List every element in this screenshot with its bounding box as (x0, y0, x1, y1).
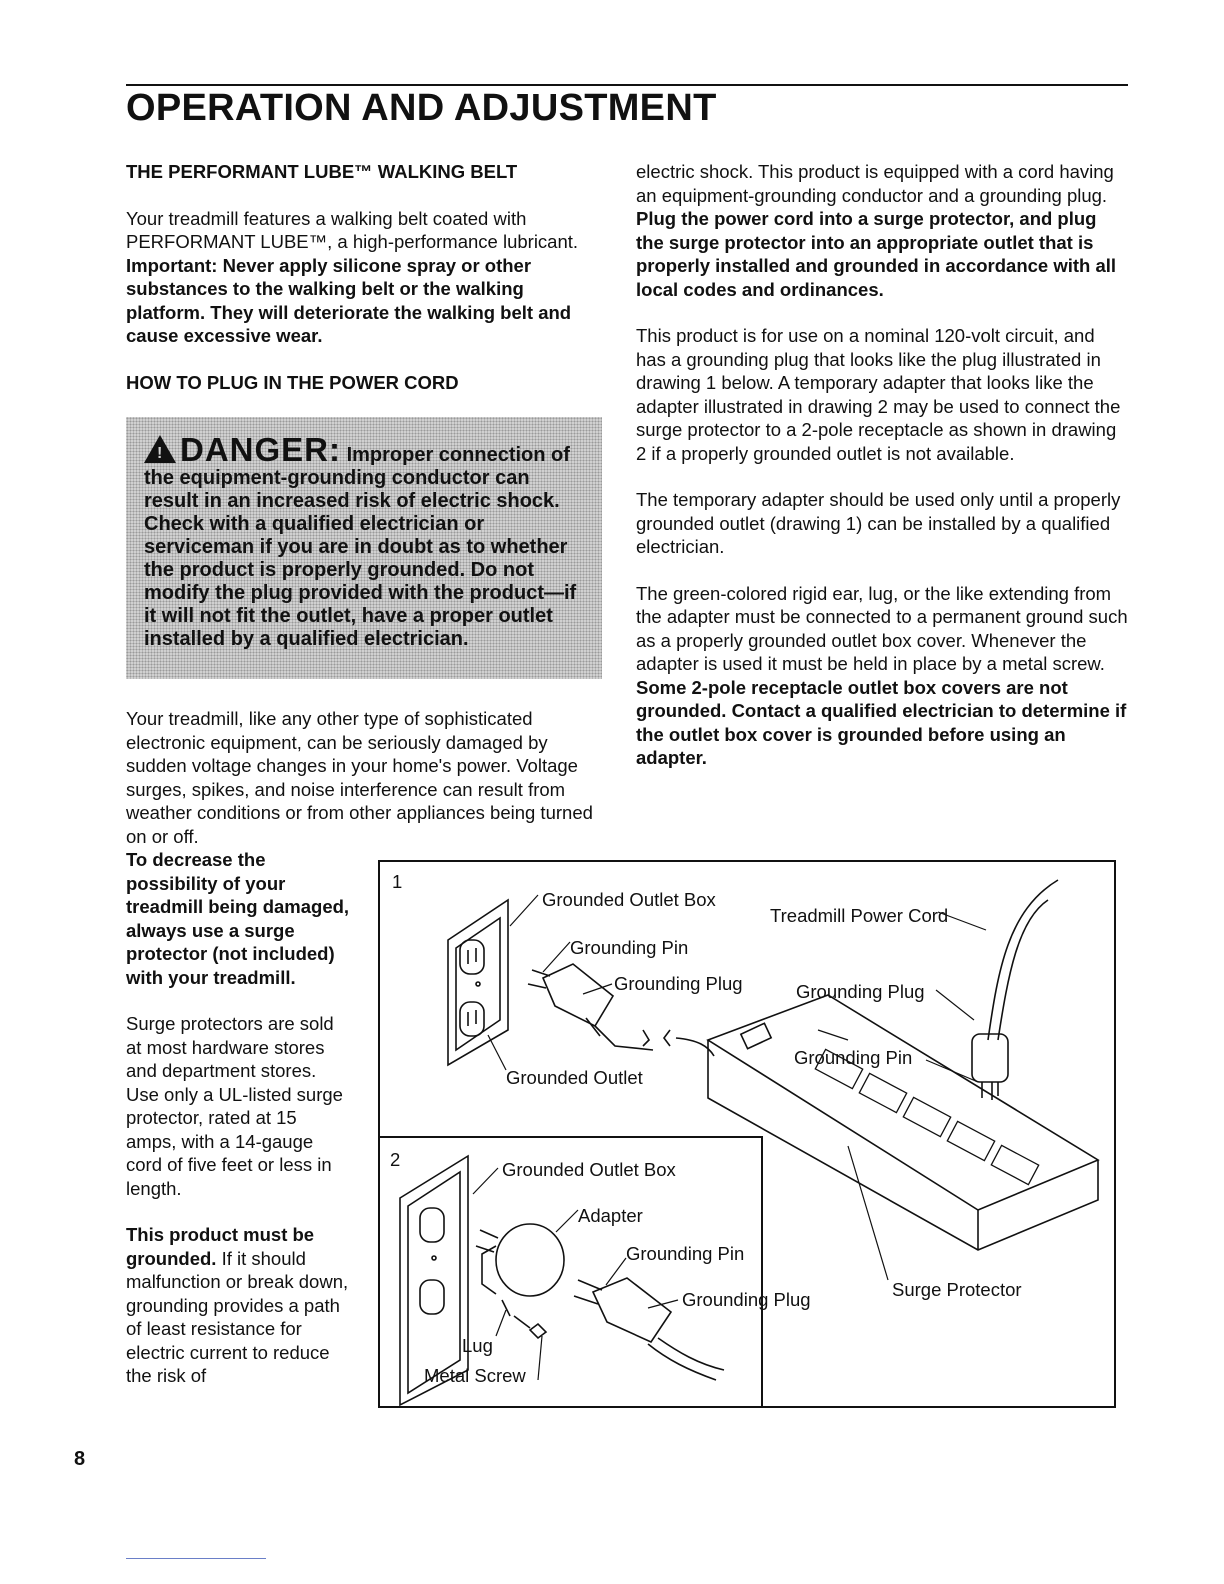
label-lug: Lug (462, 1335, 493, 1356)
drawing-1-number: 1 (392, 871, 403, 892)
label-grounding-pin-2: Grounding Pin (626, 1243, 745, 1264)
danger-box (126, 417, 602, 679)
adapter-icon (476, 1224, 564, 1316)
ear-warning: Some 2-pole receptacle outlet box covers are not grounded. Contact a qualified electrician to determine if the outlet box cover is grounded before using an adapter. (636, 676, 1127, 768)
footer-rule (126, 1558, 266, 1559)
label-grounding-plug-1: Grounding Plug (614, 973, 743, 994)
diagram-lines (378, 860, 1116, 1408)
label-grounding-plug-cord: Grounding Plug (796, 981, 925, 1002)
power-cord-icon (972, 880, 1058, 1100)
label-surge-protector: Surge Protector (892, 1279, 1022, 1300)
danger-text: Improper connection of the equipment-grounding conductor can result in an increased risk of electric shock. Check with a qualified electrician or serviceman if you are in doubt as to whether the product is properly grounded. Do not modify the plug provided with the product—if it will not fit the outlet, have a proper outlet installed by a qualified electrician. (144, 444, 577, 650)
drawing-2-number: 2 (390, 1149, 401, 1170)
circuit-paragraph: This product is for use on a nominal 120-volt circuit, and has a grounding plug that looks like the plug illustrated in drawing 1 below. A temporary adapter that looks like the adapter illustrated in drawing 2 may be used to connect the surge protector to a 2-pole receptacle as shown in drawing 2 if a properly grounded outlet is not available. (636, 325, 1121, 464)
left-column (126, 160, 606, 871)
lube-text: Your treadmill features a walking belt coated with PERFORMANT LUBE™, a high-performance lubricant. (126, 207, 579, 252)
label-grounded-outlet-box-2: Grounded Outlet Box (502, 1159, 676, 1180)
label-adapter: Adapter (578, 1205, 643, 1226)
label-grounding-pin-1: Grounding Pin (570, 937, 689, 958)
page-number: 8 (74, 1448, 86, 1470)
surge-paragraph: Your treadmill, like any other type of sophisticated electronic equipment, can be seriously damaged by sudden voltage changes in your home's power. Voltage surges, spikes, and noise interference can result from weather conditions or from other appliances being turned on or off. (126, 708, 593, 847)
lube-warning: Important: Never apply silicone spray or other substances to the walking belt or the walking platform. They will deteriorate the walking belt and cause excessive wear. (126, 254, 572, 346)
label-grounded-outlet: Grounded Outlet (506, 1067, 643, 1088)
screw-icon (514, 1316, 546, 1338)
grounding-paragraph (126, 1223, 352, 1388)
label-grounding-plug-2: Grounding Plug (682, 1289, 811, 1310)
right-column (636, 160, 1128, 793)
surge-protector-icon (708, 995, 1098, 1250)
label-treadmill-power-cord: Treadmill Power Cord (770, 905, 949, 926)
surge-protector-paragraph: Surge protectors are sold at most hardware stores and department stores. Use only a UL-listed surge protector, rated at 15 amps, with a 14-gauge cord of five feet or less in length. (126, 1013, 343, 1199)
danger-label: DANGER: (180, 431, 341, 468)
cord-text: electric shock. This product is equipped with a cord having an equipment-grounding conductor and a grounding plug. (636, 161, 1114, 206)
cord-paragraph (636, 160, 1128, 301)
adapter-paragraph: The temporary adapter should be used only until a properly grounded outlet (drawing 1) can be installed by a qualified electrician. (636, 489, 1121, 557)
ear-text: The green-colored rigid ear, lug, or the like extending from the adapter must be connected to a permanent ground such as a properly grounded outlet box cover. Whenever the adapter is used it must be held in place by a metal screw. (636, 582, 1128, 674)
page-title: OPERATION AND ADJUSTMENT (126, 87, 717, 129)
lube-heading: THE PERFORMANT LUBE™ WALKING BELT (126, 161, 518, 182)
outlet-1-icon (448, 900, 508, 1065)
plug-diagram (378, 860, 1116, 1408)
grounded-warning: This product must be grounded. (126, 1224, 315, 1269)
warning-icon: ! (144, 435, 176, 463)
label-grounded-outlet-box-1: Grounded Outlet Box (542, 889, 716, 910)
label-metal-screw: Metal Screw (424, 1365, 526, 1386)
narrow-column (126, 848, 352, 1411)
grounded-text: If it should malfunction or break down, grounding provides a path of least resistance for electric current to reduce the risk of (126, 1247, 349, 1386)
cord-warning: Plug the power cord into a surge protector, and plug the surge protector into an appropriate outlet that is properly installed and grounded in accordance with all local codes and ordinances. (636, 208, 1117, 300)
label-grounding-pin-cord: Grounding Pin (794, 1047, 913, 1068)
plug-heading: HOW TO PLUG IN THE POWER CORD (126, 371, 459, 393)
lube-paragraph (126, 207, 606, 348)
decrease-warning: To decrease the possibility of your treadmill being damaged, always use a surge protector (not included) with your treadmill. (126, 849, 350, 988)
ear-paragraph (636, 582, 1128, 770)
